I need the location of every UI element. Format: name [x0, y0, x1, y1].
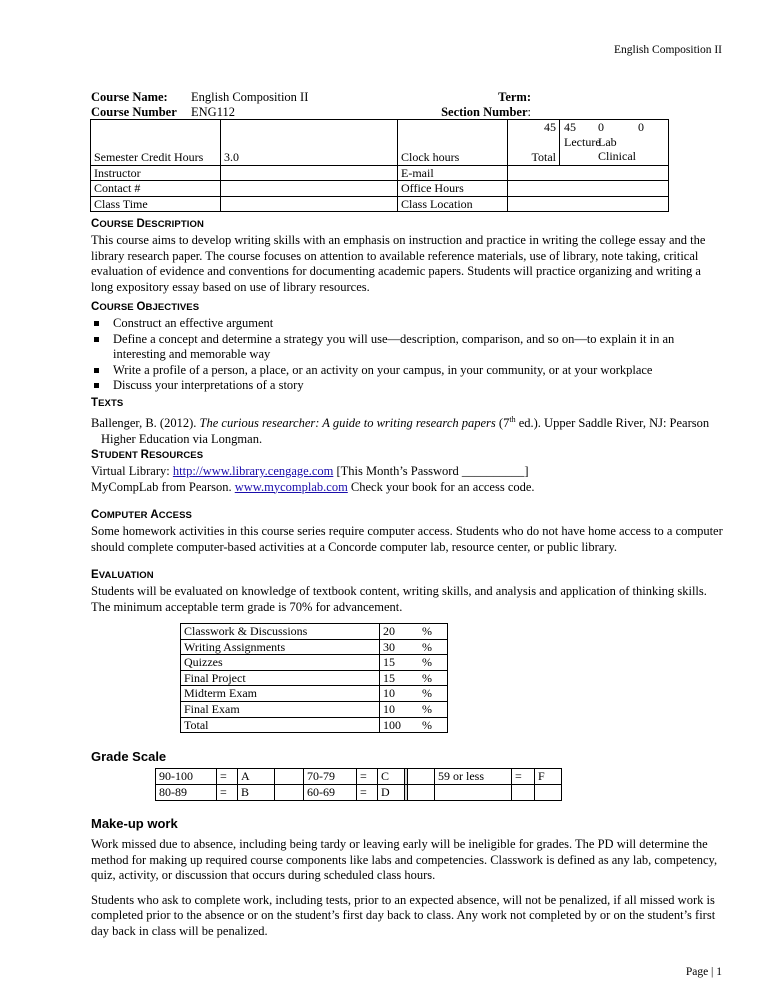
grade-scale-table: [155, 768, 562, 801]
course-info-grid: [90, 119, 669, 212]
class-time-value[interactable]: [221, 196, 398, 212]
evaluation-section: [91, 569, 723, 615]
course-description-section: [91, 218, 723, 295]
makeup-paragraph-2: Students who ask to complete work, including tests, prior to an expected absence, will not be penalized, if all missed work is completed prior to the absence or on the student’s first day back to class. Any work not completed by or on the student’s first day back in class will be penalized.: [91, 892, 716, 938]
course-number-label: Course Number: [91, 105, 177, 119]
total-label: Total: [508, 135, 560, 166]
texts-section: [91, 397, 723, 447]
library-link[interactable]: http://www.library.cengage.com: [172, 464, 334, 478]
contact-label: Contact #: [91, 181, 221, 197]
section-number-label: Section Number:: [441, 105, 531, 119]
list-item: Discuss your interpretations of a story: [91, 378, 723, 394]
email-label: E-mail: [398, 165, 508, 181]
class-location-label: Class Location: [398, 196, 508, 212]
course-header: [91, 90, 531, 120]
texts-heading: TEXTS: [91, 397, 124, 409]
table-row: 80-89 = B 60-69 = D: [156, 785, 562, 801]
clock-total-value: 45: [508, 120, 560, 135]
instructor-label: Instructor: [91, 165, 221, 181]
evaluation-table: [180, 623, 448, 733]
table-row: Quizzes 15 %: [181, 655, 448, 671]
term-label: Term:: [498, 90, 531, 104]
hours-breakdown-values: 45 0 0: [560, 120, 669, 135]
course-name-label: Course Name:: [91, 90, 168, 104]
running-header: English Composition II: [614, 44, 722, 56]
makeup-section: [91, 816, 723, 939]
student-resources-section: [91, 449, 723, 495]
hours-breakdown-labels: LectureLab Clinical: [560, 135, 669, 166]
table-row: Final Project 15 %: [181, 670, 448, 686]
course-description-heading: COURSE DESCRIPTION: [91, 218, 204, 230]
course-objectives-heading: COURSE OBJECTIVES: [91, 301, 200, 313]
page-number: Page | 1: [685, 966, 722, 978]
computer-access-text: Some homework activities in this course series require computer access. Students who do not have home access to a computer should complete computer-based activities at a Concorde computer lab, resource center, or public library.: [91, 524, 723, 554]
textbook-citation: Ballenger, B. (2012). The curious researcher: A guide to writing research papers (7th ed.). Upper Saddle River, NJ: Pearson Higher Education via Longman.: [91, 415, 710, 446]
table-row: Total 100 %: [181, 717, 448, 733]
list-item: Construct an effective argument: [91, 316, 723, 332]
instructor-value[interactable]: [221, 165, 398, 181]
table-row: Writing Assignments 30 %: [181, 639, 448, 655]
evaluation-heading: EVALUATION: [91, 569, 154, 581]
makeup-heading: Make-up work: [91, 816, 178, 831]
makeup-paragraph-1: Work missed due to absence, including being tardy or leaving early will be ineligible for grades. The PD will determine the method for making up required course components like labs and competencies. Classwork is defined as any lab, competency, quiz, activity, or discussion that occurs during scheduled class hours.: [91, 837, 718, 882]
table-row: Classwork & Discussions 20 %: [181, 624, 448, 640]
grade-scale-heading: Grade Scale: [91, 749, 167, 764]
contact-value[interactable]: [221, 181, 398, 197]
objectives-list: [91, 316, 723, 394]
clock-hours-label: Clock hours: [398, 120, 508, 166]
computer-access-section: [91, 509, 723, 555]
course-name-value: English Composition II: [191, 90, 309, 104]
mycomplab-line: MyCompLab from Pearson. www.mycomplab.com Check your book for an access code.: [91, 479, 535, 494]
class-time-label: Class Time: [91, 196, 221, 212]
class-location-value[interactable]: [508, 196, 669, 212]
table-row: 90-100 = A 70-79 = C 59 or less = F: [156, 769, 562, 785]
credit-value: 3.0: [221, 120, 398, 166]
course-objectives-section: [91, 301, 723, 394]
course-number-value: ENG112: [191, 105, 235, 119]
office-hours-label: Office Hours: [398, 181, 508, 197]
list-item: Define a concept and determine a strategy you will use—description, comparison, and so on—to explain it in an interesting and memorable way: [91, 332, 723, 363]
email-value[interactable]: [508, 165, 669, 181]
table-row: Final Exam 10 %: [181, 701, 448, 717]
table-row: Midterm Exam 10 %: [181, 686, 448, 702]
mycomplab-link[interactable]: www.mycomplab.com: [234, 479, 348, 494]
evaluation-text: Students will be evaluated on knowledge of textbook content, writing skills, and analysis and application of thinking skills. The minimum acceptable term grade is 70% for advancement.: [91, 584, 707, 614]
virtual-library-line: Virtual Library: http://www.library.cengage.com [This Month’s Password __________]: [91, 464, 529, 478]
course-description-text: This course aims to develop writing skills with an emphasis on instruction and practice in writing the college essay and the library research paper. The course focuses on attention to available reference materials, use of library, note taking, critical evaluation of evidence and conventions for documenting academic papers. Students will practice organizing and writing a long expository essay based on use of library resources.: [91, 233, 706, 294]
computer-access-heading: COMPUTER ACCESS: [91, 509, 192, 521]
office-hours-value[interactable]: [508, 181, 669, 197]
credit-label: Semester Credit Hours: [91, 120, 221, 166]
student-resources-heading: STUDENT RESOURCES: [91, 449, 204, 461]
list-item: Write a profile of a person, a place, or an activity on your campus, in your community, or at your workplace: [91, 363, 723, 379]
